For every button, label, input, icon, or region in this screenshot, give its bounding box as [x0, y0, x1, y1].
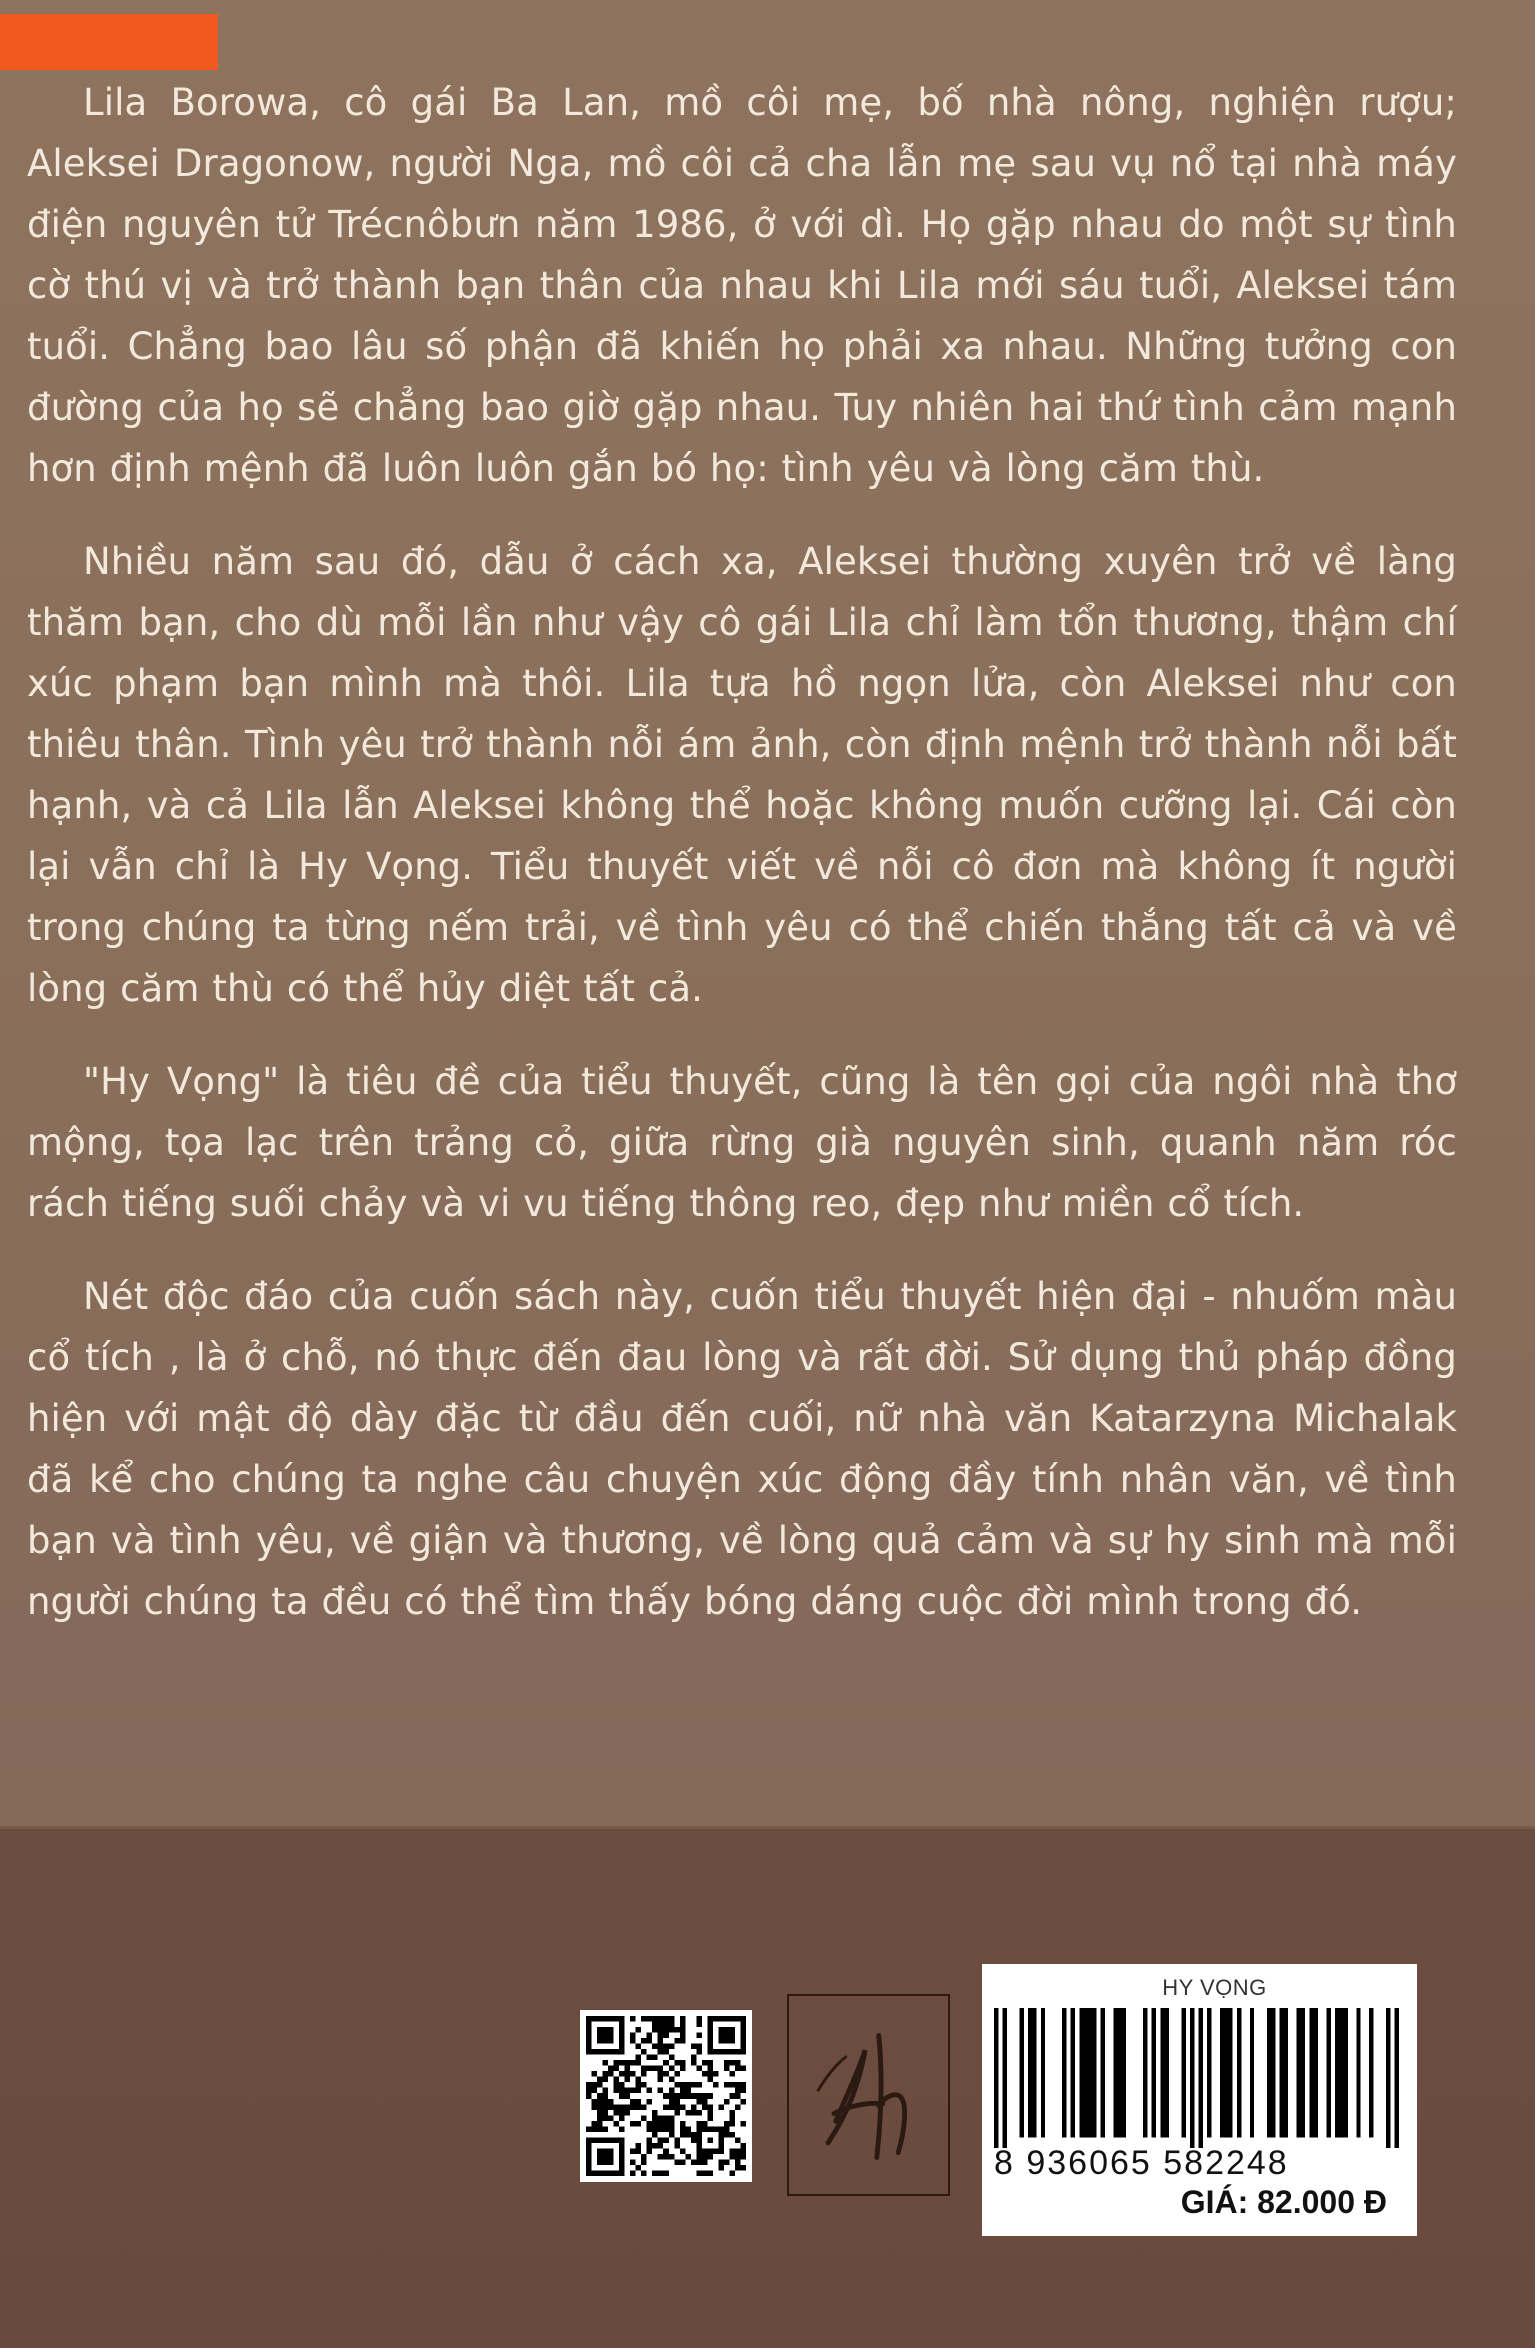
barcode-bar	[1301, 2008, 1305, 2138]
barcode-bar	[1284, 2008, 1288, 2138]
barcode-bar	[1395, 2008, 1399, 2148]
barcode-bar	[1165, 2008, 1169, 2138]
barcode-bar	[1199, 2008, 1203, 2148]
barcode-number: 8 936065 582248	[994, 2144, 1289, 2182]
barcode-bar	[1369, 2008, 1373, 2138]
barcode-title: HY VỌNG	[1162, 1975, 1267, 2000]
barcode-bars	[994, 2008, 1399, 2148]
barcode-bar	[1309, 2008, 1313, 2138]
barcode-bar	[1356, 2008, 1360, 2138]
barcode-bar	[1028, 2008, 1032, 2138]
barcode-bar	[1280, 2008, 1284, 2138]
barcode-bar	[1113, 2008, 1117, 2138]
barcode-bar	[1237, 2008, 1241, 2138]
barcode-bar	[1228, 2008, 1232, 2138]
barcode-bar	[1327, 2008, 1331, 2138]
qr-code-icon	[580, 2010, 752, 2182]
barcode-bar	[1020, 2008, 1024, 2138]
barcode-bar	[1071, 2008, 1075, 2138]
blurb-paragraph-2: Nhiều năm sau đó, dẫu ở cách xa, Aleksei thường xuyên trở về làng thăm bạn, cho dù mỗi lần như vậy cô gái Lila chỉ làm tổn thương, thậm chí xúc phạm bạn mình mà thôi. Lila tựa hồ ngọn lửa, còn Aleksei như con thiêu thân. Tình yêu trở thành nỗi ám ảnh, còn định mệnh trở thành nỗi bất hạnh, và cả Lila lẫn Aleksei không thể hoặc không muốn cưỡng lại. Cái còn lại vẫn chỉ là Hy Vọng. Tiểu thuyết viết về nỗi cô đơn mà không ít người trong chúng ta từng nếm trải, về tình yêu có thể chiến thắng tất cả và về lòng căm thù có thể hủy diệt tất cả.	[27, 540, 1457, 1010]
barcode-bar	[1032, 2008, 1036, 2138]
barcode-bar	[994, 2008, 998, 2148]
barcode-bar	[1267, 2008, 1271, 2138]
blurb-text	[27, 72, 1457, 1664]
barcode-bar	[1190, 2008, 1194, 2148]
blurb-paragraph-4: Nét độc đáo của cuốn sách này, cuốn tiểu thuyết hiện đại - nhuốm màu cổ tích , là ở chỗ, nó thực đến đau lòng và rất đời. Sử dụng thủ pháp đồng hiện với mật độ dày đặc từ đầu đến cuối, nữ nhà văn Katarzyna Michalak đã kể cho chúng ta nghe câu chuyện xúc động đầy tính nhân văn, về tình bạn và tình yêu, về giận và thương, về lòng quả cảm và sự hy sinh mà mỗi người chúng ta đều có thể tìm thấy bóng dáng cuộc đời mình trong đó.	[27, 1275, 1457, 1623]
barcode-label	[982, 1964, 1417, 2236]
barcode-bar	[1152, 2008, 1156, 2138]
barcode-bar	[1335, 2008, 1339, 2138]
price-label: GIÁ: 82.000 Đ	[1180, 2184, 1387, 2220]
barcode-bar	[1160, 2008, 1164, 2138]
barcode-bar	[1143, 2008, 1147, 2138]
barcode-bar	[1118, 2008, 1122, 2138]
blurb-paragraph-3: "Hy Vọng" là tiêu đề của tiểu thuyết, cũng là tên gọi của ngôi nhà thơ mộng, tọa lạc trên trảng cỏ, giữa rừng già nguyên sinh, quanh năm róc rách tiếng suối chảy và vi vu tiếng thông reo, đẹp như miền cổ tích.	[27, 1060, 1457, 1225]
barcode-bar	[1092, 2008, 1096, 2138]
barcode-bar	[1084, 2008, 1088, 2138]
qr-code-graphic	[586, 2016, 746, 2176]
barcode-bar	[1220, 2008, 1224, 2138]
barcode-bar	[1339, 2008, 1343, 2138]
barcode-bar	[1079, 2008, 1083, 2138]
accent-bar	[0, 14, 218, 70]
barcode-bar	[1182, 2008, 1186, 2138]
blurb-paragraph-1: Lila Borowa, cô gái Ba Lan, mồ côi mẹ, bố nhà nông, nghiện rượu; Aleksei Dragonow, người Nga, mồ côi cả cha lẫn mẹ sau vụ nổ tại nhà máy điện nguyên tử Trécnôbưn năm 1986, ở với dì. Họ gặp nhau do một sự tình cờ thú vị và trở thành bạn thân của nhau khi Lila mới sáu tuổi, Aleksei tám tuổi. Chẳng bao lâu số phận đã khiến họ phải xa nhau. Những tưởng con đường của họ sẽ chẳng bao giờ gặp nhau. Tuy nhiên hai thứ tình cảm mạnh hơn định mệnh đã luôn luôn gắn bó họ: tình yêu và lòng căm thù.	[27, 81, 1457, 490]
barcode-bar	[1088, 2008, 1092, 2138]
barcode-bar	[1250, 2008, 1254, 2138]
barcode-bar	[1224, 2008, 1228, 2138]
barcode-bar	[1041, 2008, 1045, 2138]
barcode-bar	[1344, 2008, 1348, 2138]
barcode-bar	[1271, 2008, 1275, 2138]
barcode-bar	[1297, 2008, 1301, 2138]
barcode-bar	[1122, 2008, 1126, 2138]
barcode-bar	[1386, 2008, 1390, 2148]
barcode-bar	[1207, 2008, 1211, 2138]
barcode-bar	[1314, 2008, 1318, 2138]
barcode-bar	[1062, 2008, 1066, 2138]
publisher-monogram-icon	[787, 1994, 950, 2196]
publisher-monogram-graphic	[789, 1996, 948, 2194]
barcode-bar	[1003, 2008, 1007, 2148]
barcode-bar	[1101, 2008, 1105, 2138]
